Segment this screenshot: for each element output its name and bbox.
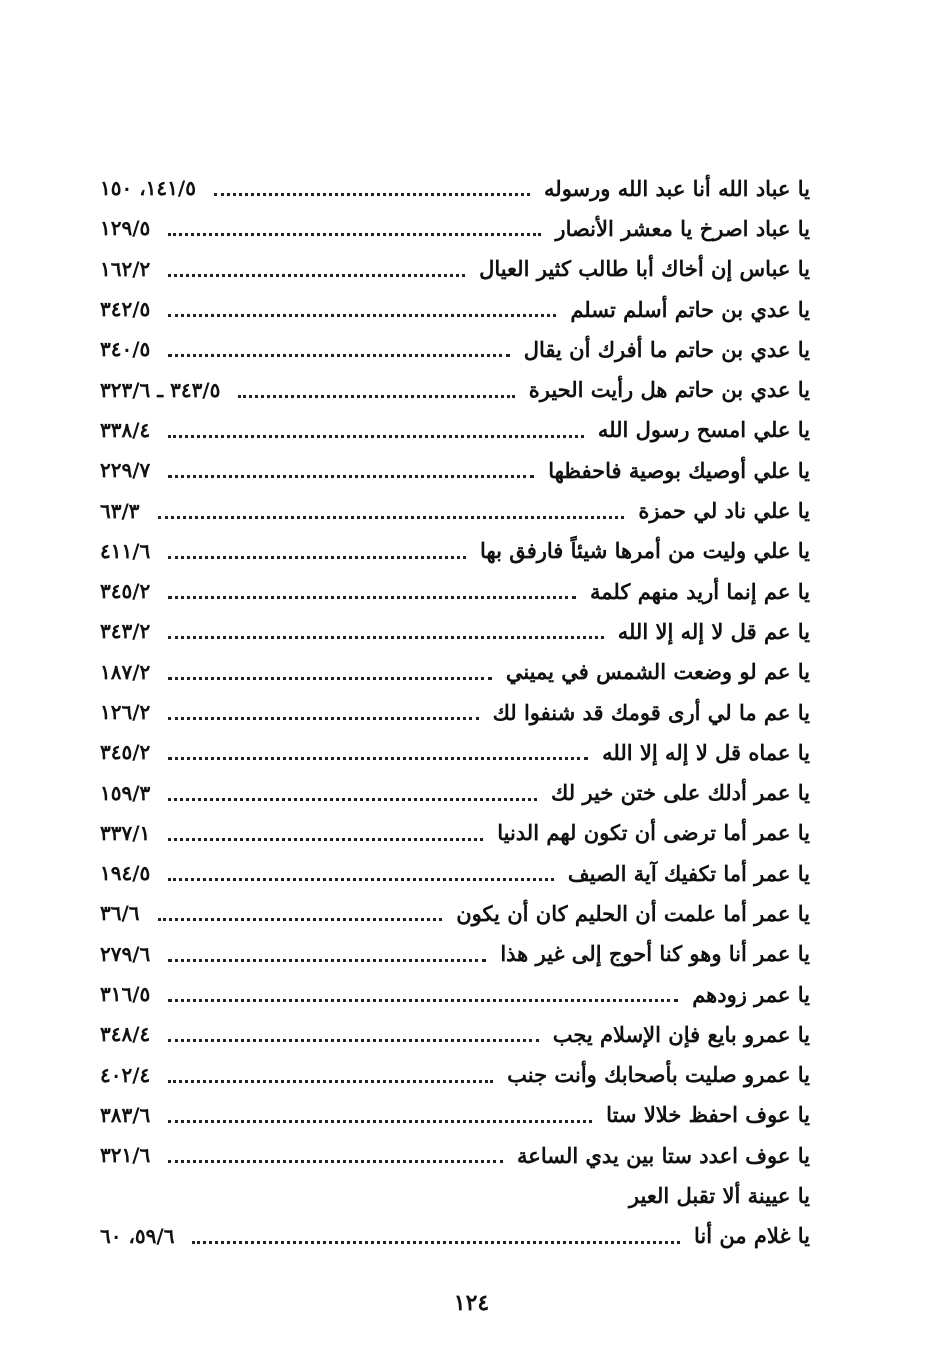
dot-leader [168, 958, 486, 962]
index-entry [100, 571, 810, 611]
entry-reference: ٢٢٩/٧ [100, 458, 151, 483]
dot-leader [168, 756, 588, 760]
entry-text: يا عم قل لا إله إلا الله [617, 618, 810, 644]
entry-text: يا علي وليت من أمرها شيئاً فارفق بها [479, 538, 810, 564]
entry-reference: ٣٤٥/٢ [100, 579, 151, 604]
dot-leader [168, 998, 678, 1002]
entry-text: يا علي ناد لي حمزة [638, 498, 810, 524]
index-entry [100, 692, 810, 732]
index-entry [100, 893, 810, 933]
index-entry [100, 732, 810, 772]
index-entry [100, 853, 810, 893]
entry-text: يا عمر أما تكفيك آية الصيف [567, 860, 810, 886]
index-entry [100, 611, 810, 651]
entry-reference: ٥٩/٦، ٦٠ [100, 1223, 175, 1248]
entry-reference: ٣٦/٦ [100, 901, 140, 926]
index-entry [100, 1095, 810, 1135]
dot-leader [168, 635, 603, 639]
index-entry [100, 652, 810, 692]
entry-text: يا عم إنما أريد منهم كلمة [590, 578, 810, 604]
index-entry [100, 1216, 810, 1256]
entry-reference: ٣٤٥/٢ [100, 740, 151, 765]
dot-leader [168, 1119, 592, 1123]
index-entry [100, 490, 810, 530]
dot-leader [168, 434, 584, 438]
entry-text: يا علي امسح رسول الله [597, 417, 810, 443]
entry-reference: ٣٤٣/٥ ـ ٣٢٣/٦ [100, 377, 221, 402]
entry-reference: ١٤١/٥، ١٥٠ [100, 176, 196, 201]
index-entry [100, 410, 810, 450]
index-entry [100, 168, 810, 208]
entry-reference: ٣٤٠/٥ [100, 337, 151, 362]
entry-reference: ٤١١/٦ [100, 538, 151, 563]
hadith-index-list [100, 168, 810, 1256]
dot-leader [168, 273, 465, 277]
entry-text: يا عم لو وضعت الشمس في يميني [505, 659, 810, 685]
entry-text: يا عمر زودهم [692, 981, 810, 1007]
dot-leader [168, 474, 534, 478]
index-entry [100, 289, 810, 329]
entry-text: يا عمر أما ترضى أن تكون لهم الدنيا [497, 820, 810, 846]
entry-reference: ١٦٢/٢ [100, 256, 151, 281]
entry-text: يا علي أوصيك بوصية فاحفظها [548, 457, 810, 483]
entry-reference: ٤٠٢/٤ [100, 1062, 151, 1087]
index-entry [100, 208, 810, 248]
index-entry [100, 813, 810, 853]
entry-text: يا عدي بن حاتم هل رأيت الحيرة [528, 377, 810, 403]
dot-leader [168, 676, 492, 680]
index-entry [100, 772, 810, 812]
entry-text: يا عيينة ألا تقبل العير [628, 1183, 810, 1209]
entry-reference: ٣٣٨/٤ [100, 417, 151, 442]
dot-leader [214, 192, 530, 196]
entry-text: يا عدي بن حاتم أسلم تسلم [570, 296, 810, 322]
index-entry [100, 249, 810, 289]
entry-text: يا عوف اعدد ستا بين يدي الساعة [517, 1142, 810, 1168]
dot-leader [168, 1159, 503, 1163]
index-entry [100, 1055, 810, 1095]
entry-text: يا عم ما لي أرى قومك قد شنفوا لك [492, 699, 810, 725]
index-entry [100, 1175, 810, 1215]
entry-reference: ١٩٤/٥ [100, 861, 151, 886]
dot-leader [168, 797, 537, 801]
dot-leader [168, 232, 541, 236]
index-entry [100, 450, 810, 490]
dot-leader [168, 877, 554, 881]
dot-leader [168, 595, 576, 599]
entry-reference: ٣٤٨/٤ [100, 1022, 151, 1047]
index-entry [100, 1135, 810, 1175]
entry-reference: ٣٨٣/٦ [100, 1102, 151, 1127]
entry-text: يا عمرو بايع فإن الإسلام يجب [552, 1021, 810, 1047]
entry-text: يا غلام من أنا [693, 1223, 810, 1249]
dot-leader [168, 716, 478, 720]
dot-leader [168, 837, 483, 841]
dot-leader [168, 1079, 493, 1083]
index-entry [100, 329, 810, 369]
entry-text: يا عباس إن أخاك أبا طالب كثير العيال [479, 256, 810, 282]
entry-text: يا عوف احفظ خلالا ستا [606, 1102, 810, 1128]
index-entry [100, 369, 810, 409]
entry-reference: ٣٤٣/٢ [100, 619, 151, 644]
page-number: ١٢٤ [453, 1290, 490, 1316]
index-entry [100, 934, 810, 974]
index-entry [100, 974, 810, 1014]
dot-leader [168, 313, 556, 317]
entry-reference: ١٢٩/٥ [100, 216, 151, 241]
dot-leader [192, 1240, 680, 1244]
entry-reference: ١٨٧/٢ [100, 659, 151, 684]
index-entry [100, 531, 810, 571]
dot-leader [158, 515, 625, 519]
entry-reference: ٣٤٢/٥ [100, 297, 151, 322]
entry-text: يا عماه قل لا إله إلا الله [602, 739, 810, 765]
entry-text: يا عمرو صليت بأصحابك وأنت جنب [507, 1062, 810, 1088]
dot-leader [158, 917, 443, 921]
entry-text: يا عدي بن حاتم ما أفرك أن يقال [523, 336, 810, 362]
entry-text: يا عمر أما علمت أن الحليم كان أن يكون [456, 900, 810, 926]
entry-text: يا عمر أنا وهو كنا أحوج إلى غير هذا [500, 941, 810, 967]
entry-reference: ١٥٩/٣ [100, 780, 151, 805]
index-entry [100, 1014, 810, 1054]
entry-reference: ٢٧٩/٦ [100, 941, 151, 966]
entry-reference: ١٢٦/٢ [100, 700, 151, 724]
entry-text: يا عباد الله أنا عبد الله ورسوله [544, 175, 810, 201]
dot-leader [238, 394, 514, 398]
entry-reference: ٦٣/٣ [100, 498, 140, 523]
dot-leader [168, 555, 466, 559]
entry-text: يا عمر أدلك على ختن خير لك [551, 780, 810, 806]
entry-text: يا عباد اصرخ يا معشر الأنصار [555, 215, 810, 241]
dot-leader [168, 1038, 538, 1042]
entry-reference: ٣١٦/٥ [100, 982, 151, 1007]
entry-reference: ٣٢١/٦ [100, 1143, 151, 1168]
entry-reference: ٣٣٧/١ [100, 820, 151, 845]
dot-leader [168, 353, 509, 357]
